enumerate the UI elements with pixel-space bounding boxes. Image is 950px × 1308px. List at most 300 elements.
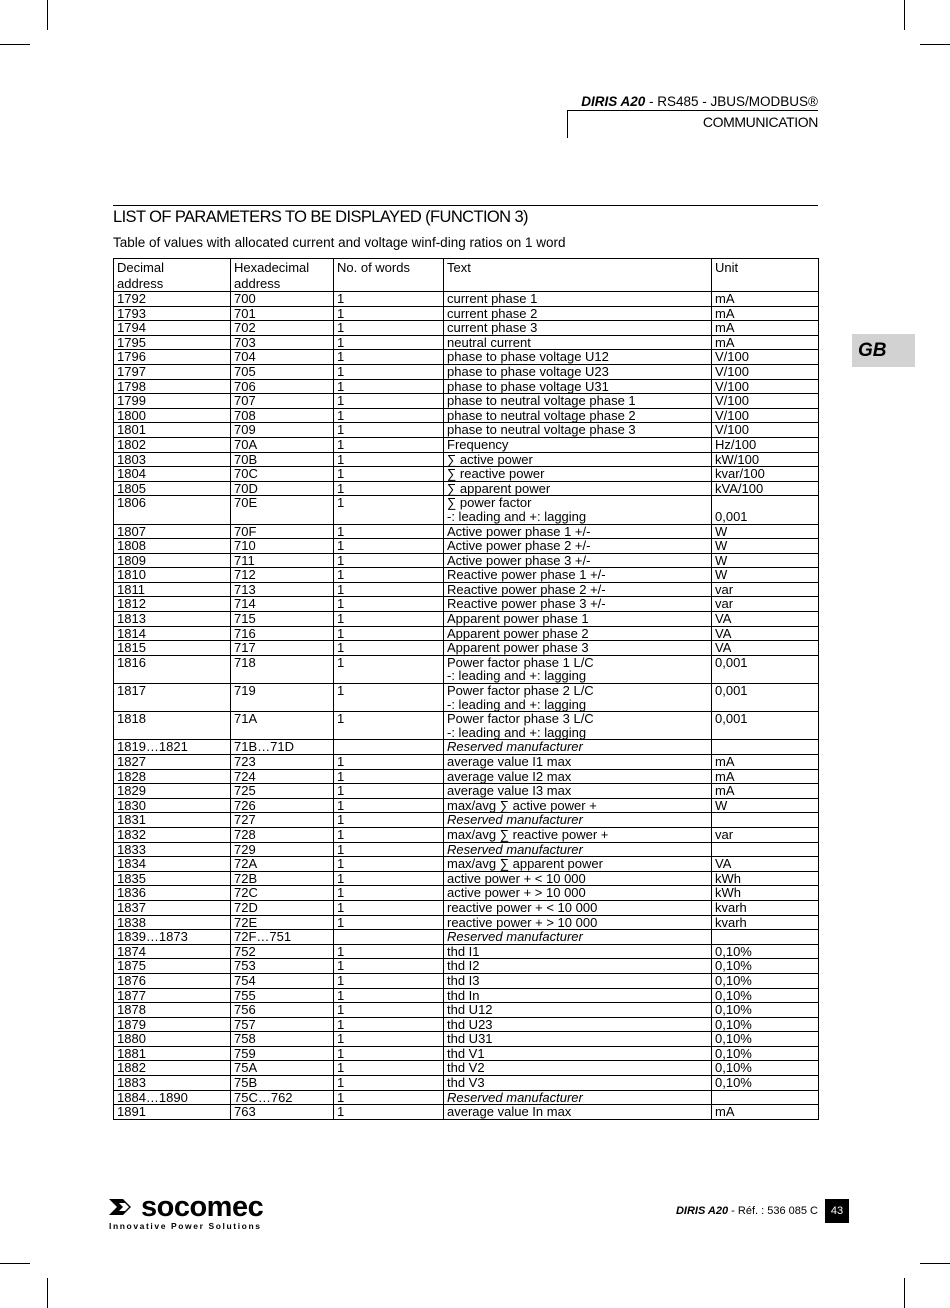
words-cell: 1 [334,292,444,307]
hex-address-cell: 705 [231,364,334,379]
text-cell-line: thd U31 [447,1031,493,1047]
unit-cell-line: V/100 [715,378,749,394]
text-cell-line: phase to neutral voltage phase 3 [447,422,636,438]
decimal-address-cell: 1877 [114,988,231,1003]
hex-address-cell: 701 [231,306,334,321]
unit-cell-line: 0,10% [715,987,752,1003]
table-row [114,798,819,813]
unit-cell-line: VA [715,611,732,627]
words-cell: 1 [334,900,444,915]
unit-cell [712,813,819,828]
unit-cell [712,755,819,770]
hex-address-cell: 718 [231,655,334,683]
decimal-address-cell: 1807 [114,524,231,539]
unit-cell-line [715,813,815,827]
decimal-address-cell: 1880 [114,1032,231,1047]
table-row [114,467,819,482]
text-cell-line: Apparent power phase 1 [447,611,589,627]
decimal-address-cell: 1835 [114,871,231,886]
unit-cell [712,784,819,799]
text-cell-line: average value In max [447,1104,572,1120]
text-cell [444,784,712,799]
unit-cell-line: 0,001 [715,683,748,699]
text-cell [444,335,712,350]
column-header-line: Decimal [117,260,164,275]
text-cell-line: Active power phase 3 +/- [447,552,591,568]
hex-address-cell: 724 [231,769,334,784]
table-row [114,364,819,379]
words-cell: 1 [334,886,444,901]
unit-cell-line: V/100 [715,422,749,438]
words-cell: 1 [334,364,444,379]
decimal-address-cell: 1874 [114,944,231,959]
text-cell [444,292,712,307]
text-cell [444,1105,712,1120]
decimal-address-cell: 1809 [114,553,231,568]
text-cell-line: phase to phase voltage U31 [447,378,609,394]
unit-cell-line [715,496,815,510]
unit-cell-line: V/100 [715,393,749,409]
text-cell [444,755,712,770]
hex-address-cell: 715 [231,612,334,627]
table-row [114,437,819,452]
column-header-line: address [117,275,164,291]
unit-cell-line: 0,001 [715,508,748,524]
unit-cell [712,871,819,886]
unit-cell-line: V/100 [715,363,749,379]
words-cell: 1 [334,813,444,828]
table-row [114,988,819,1003]
unit-cell-line: 0,10% [715,1002,752,1018]
crop-mark [47,0,48,30]
unit-cell [712,539,819,554]
hex-address-cell: 70F [231,524,334,539]
socomec-arrow-logo-icon [109,1197,137,1217]
unit-cell [712,712,819,740]
decimal-address-cell: 1803 [114,452,231,467]
table-row [114,755,819,770]
language-tab: GB [852,334,915,367]
hex-address-cell: 70A [231,437,334,452]
words-cell: 1 [334,827,444,842]
text-cell [444,827,712,842]
words-cell: 1 [334,496,444,524]
page-number: 43 [825,1199,849,1223]
unit-cell-line: mA [715,320,735,336]
unit-cell-line: kVA/100 [715,480,764,496]
words-cell: 1 [334,306,444,321]
decimal-address-cell: 1810 [114,568,231,583]
table-row [114,886,819,901]
text-cell-line: current phase 2 [447,305,538,321]
unit-cell-line: Hz/100 [715,436,757,452]
logo-wordmark: socomec [141,1191,264,1223]
words-cell: 1 [334,641,444,656]
footer-ref: - Réf. : 536 085 C [728,1205,818,1217]
crop-mark [0,44,30,45]
column-header-line: Unit [715,260,739,275]
column-header-text [444,259,712,292]
text-cell [444,813,712,828]
unit-cell-line: 0,10% [715,958,752,974]
text-cell-line: ∑ active power [447,451,533,467]
unit-cell-line: mA [715,305,735,321]
text-cell-line: thd U23 [447,1016,493,1032]
decimal-address-cell: 1814 [114,626,231,641]
decimal-address-cell: 1808 [114,539,231,554]
text-cell [444,553,712,568]
words-cell: 1 [334,350,444,365]
table-row [114,813,819,828]
unit-cell [712,568,819,583]
hex-address-cell: 709 [231,423,334,438]
words-cell: 1 [334,568,444,583]
decimal-address-cell: 1829 [114,784,231,799]
text-cell [444,496,712,524]
table-body [114,292,819,1120]
decimal-address-cell: 1879 [114,1017,231,1032]
words-cell: 1 [334,684,444,712]
unit-cell-line: kW/100 [715,451,760,467]
text-cell-line: Apparent power phase 3 [447,640,589,656]
table-row [114,1061,819,1076]
unit-cell-line [715,930,815,944]
crop-mark [920,1263,950,1264]
footer-product: DIRIS A20 [675,1205,729,1217]
text-cell-line: current phase 1 [447,291,538,306]
text-cell [444,769,712,784]
text-cell-line: thd I1 [447,943,480,959]
hex-address-cell: 716 [231,626,334,641]
text-cell [444,915,712,930]
column-header-line: address [234,275,281,291]
decimal-address-cell: 1828 [114,769,231,784]
words-cell: 1 [334,481,444,496]
text-cell-line: Power factor phase 1 L/C [447,654,594,670]
hex-address-cell: 702 [231,321,334,336]
text-cell-line: phase to phase voltage U12 [447,349,609,365]
unit-cell-line: 0,001 [715,654,748,670]
text-cell-line: thd I2 [447,958,480,974]
unit-cell-line: 0,10% [715,943,752,959]
unit-cell [712,1090,819,1105]
crop-mark [904,1278,905,1308]
decimal-address-cell: 1805 [114,481,231,496]
header-rule [567,110,818,111]
table-row [114,641,819,656]
text-cell-line: -: leading and +: lagging [447,724,587,740]
text-cell-line: Reactive power phase 3 +/- [447,596,606,612]
text-cell [444,364,712,379]
hex-address-cell: 72C [231,886,334,901]
hex-address-cell: 703 [231,335,334,350]
unit-cell [712,1032,819,1047]
words-cell: 1 [334,1046,444,1061]
words-cell: 1 [334,842,444,857]
text-cell-line: ∑ reactive power [447,466,545,482]
text-cell [444,1061,712,1076]
unit-cell [712,827,819,842]
unit-cell-line: var [715,581,734,597]
text-cell [444,539,712,554]
table-row [114,292,819,307]
unit-cell-line: mA [715,1104,735,1120]
text-cell [444,1076,712,1091]
text-cell [444,524,712,539]
decimal-address-cell: 1813 [114,612,231,627]
table-row [114,827,819,842]
table-row [114,496,819,524]
table-row [114,900,819,915]
words-cell: 1 [334,784,444,799]
text-cell [444,452,712,467]
unit-cell [712,423,819,438]
decimal-address-cell: 1818 [114,712,231,740]
unit-cell [712,1076,819,1091]
text-cell-line: Reserved manufacturer [447,812,583,828]
section-title: LIST OF PARAMETERS TO BE DISPLAYED (FUNCTION 3) [113,208,528,226]
decimal-address-cell: 1801 [114,423,231,438]
decimal-address-cell: 1800 [114,408,231,423]
text-cell [444,437,712,452]
words-cell: 1 [334,1061,444,1076]
hex-address-cell: 70C [231,467,334,482]
column-header-hexadecimal-address [231,259,334,292]
unit-cell [712,973,819,988]
logo-tagline: Innovative Power Solutions [109,1221,262,1231]
unit-cell-line: mA [715,783,735,799]
table-row [114,1046,819,1061]
hex-address-cell: 75C…762 [231,1090,334,1105]
unit-cell-line: mA [715,768,735,784]
table-row [114,306,819,321]
text-cell-line: average value I1 max [447,754,572,769]
decimal-address-cell: 1833 [114,842,231,857]
company-logo [109,1193,263,1231]
hex-address-cell: 725 [231,784,334,799]
text-cell [444,655,712,683]
table-row [114,350,819,365]
decimal-address-cell: 1816 [114,655,231,683]
table-row [114,612,819,627]
table-row [114,582,819,597]
text-cell-line: thd In [447,987,480,1003]
table-row [114,857,819,872]
text-cell [444,321,712,336]
crop-mark [47,1278,48,1308]
text-cell [444,930,712,945]
text-cell-line: Reactive power phase 1 +/- [447,567,606,583]
unit-cell [712,1046,819,1061]
decimal-address-cell: 1795 [114,335,231,350]
unit-cell [712,930,819,945]
unit-cell-line: W [715,523,728,539]
decimal-address-cell: 1827 [114,755,231,770]
table-row [114,553,819,568]
hex-address-cell: 707 [231,394,334,409]
hex-address-cell: 712 [231,568,334,583]
decimal-address-cell: 1884…1890 [114,1090,231,1105]
decimal-address-cell: 1882 [114,1061,231,1076]
text-cell [444,871,712,886]
decimal-address-cell: 1839…1873 [114,930,231,945]
hex-address-cell: 713 [231,582,334,597]
column-header-decimal-address [114,259,231,292]
words-cell: 1 [334,437,444,452]
text-cell-line: ∑ apparent power [447,480,551,496]
table-row [114,944,819,959]
unit-cell [712,597,819,612]
text-cell [444,959,712,974]
unit-cell [712,641,819,656]
unit-cell-line: V/100 [715,349,749,365]
unit-cell-line: 0,10% [715,1060,752,1076]
words-cell: 1 [334,379,444,394]
decimal-address-cell: 1806 [114,496,231,524]
hex-address-cell: 75B [231,1076,334,1091]
unit-cell [712,612,819,627]
header-product: DIRIS A20 [581,94,646,109]
unit-cell-line: kWh [715,885,741,901]
table-row [114,973,819,988]
unit-cell [712,988,819,1003]
text-cell-line: neutral current [447,334,531,350]
table-row [114,930,819,945]
unit-cell-line [715,843,815,857]
hex-address-cell: 752 [231,944,334,959]
hex-address-cell: 72B [231,871,334,886]
words-cell: 1 [334,712,444,740]
unit-cell-line: mA [715,334,735,350]
text-cell-line: Reserved manufacturer [447,1089,583,1105]
text-cell [444,612,712,627]
unit-cell [712,626,819,641]
words-cell: 1 [334,857,444,872]
decimal-address-cell: 1837 [114,900,231,915]
words-cell: 1 [334,612,444,627]
decimal-address-cell: 1792 [114,292,231,307]
unit-cell-line: W [715,538,728,554]
words-cell: 1 [334,524,444,539]
unit-cell [712,857,819,872]
text-cell [444,423,712,438]
text-cell [444,740,712,755]
words-cell: 1 [334,1076,444,1091]
decimal-address-cell: 1836 [114,886,231,901]
text-cell-line: phase to phase voltage U23 [447,363,609,379]
unit-cell-line [715,740,815,754]
unit-cell-line: W [715,797,728,813]
unit-cell-line: W [715,567,728,583]
unit-cell-line: kWh [715,870,741,886]
words-cell: 1 [334,582,444,597]
hex-address-cell: 717 [231,641,334,656]
unit-cell [712,1061,819,1076]
decimal-address-cell: 1881 [114,1046,231,1061]
table-row [114,452,819,467]
decimal-address-cell: 1815 [114,641,231,656]
column-header-unit [712,259,819,292]
text-cell-line: Power factor phase 2 L/C [447,683,594,699]
table-row [114,1017,819,1032]
text-cell [444,408,712,423]
text-cell [444,973,712,988]
decimal-address-cell: 1834 [114,857,231,872]
decimal-address-cell: 1804 [114,467,231,482]
words-cell: 1 [334,626,444,641]
unit-cell-line: var [715,596,734,612]
text-cell-line: thd I3 [447,972,480,988]
table-row [114,394,819,409]
hex-address-cell: 754 [231,973,334,988]
unit-cell [712,900,819,915]
unit-cell-line: var [715,826,734,842]
decimal-address-cell: 1875 [114,959,231,974]
text-cell-line: Reserved manufacturer [447,739,583,755]
text-cell-line: average value I2 max [447,768,572,784]
decimal-address-cell: 1798 [114,379,231,394]
text-cell-line: max/avg ∑ reactive power + [447,826,609,842]
hex-address-cell: 758 [231,1032,334,1047]
unit-cell-line: kvar/100 [715,466,765,482]
table-row [114,1090,819,1105]
table-caption: Table of values with allocated current and voltage winf-ding ratios on 1 word [113,235,566,250]
text-cell [444,1032,712,1047]
unit-cell-line [715,1091,815,1105]
words-cell: 1 [334,973,444,988]
unit-cell [712,1017,819,1032]
unit-cell [712,553,819,568]
unit-cell [712,944,819,959]
unit-cell-line: 0,10% [715,1045,752,1061]
column-header-no-of-words [334,259,444,292]
header-vertical-rule [567,110,568,138]
unit-cell-line: mA [715,291,735,306]
parameters-table [113,258,819,1120]
words-cell: 1 [334,755,444,770]
text-cell-line: -: leading and +: lagging [447,668,587,684]
words-cell: 1 [334,655,444,683]
text-cell [444,842,712,857]
unit-cell [712,1105,819,1120]
text-cell [444,944,712,959]
decimal-address-cell: 1832 [114,827,231,842]
table-row [114,321,819,336]
document-header-title [581,94,818,109]
words-cell: 1 [334,553,444,568]
decimal-address-cell: 1793 [114,306,231,321]
text-cell [444,900,712,915]
table-row [114,915,819,930]
hex-address-cell: 704 [231,350,334,365]
table-row [114,1076,819,1091]
text-cell [444,988,712,1003]
unit-cell [712,350,819,365]
text-cell-line: active power + > 10 000 [447,885,586,901]
unit-cell [712,684,819,712]
decimal-address-cell: 1799 [114,394,231,409]
table-row [114,335,819,350]
text-cell-line: Frequency [447,436,509,452]
table-row [114,423,819,438]
text-cell [444,1003,712,1018]
unit-cell [712,842,819,857]
words-cell: 1 [334,423,444,438]
text-cell-line: current phase 3 [447,320,538,336]
hex-address-cell: 711 [231,553,334,568]
words-cell: 1 [334,394,444,409]
table-row [114,655,819,683]
